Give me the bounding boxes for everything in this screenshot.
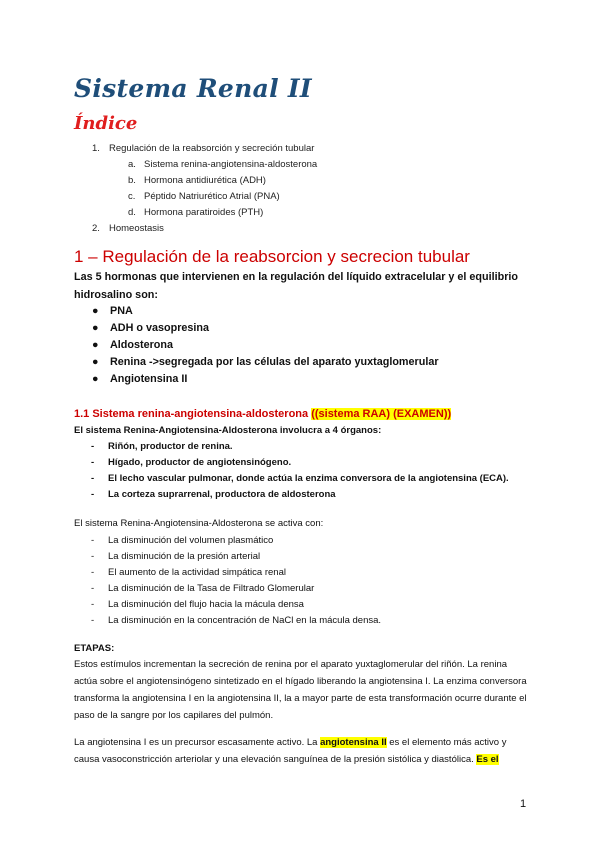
- list-item: - La disminución del volumen plasmático: [91, 535, 274, 546]
- list-item: - La disminución en la concentración de NaCl en la mácula densa.: [91, 615, 382, 626]
- organs-intro: El sistema Renina-Angiotensina-Aldosterona involucra a 4 órganos:: [74, 425, 382, 436]
- list-item: ● Aldosterona: [92, 339, 173, 351]
- etapas-paragraph: Estos estímulos incrementan la secreción de renina por el aparato yuxtaglomerular del riñón. La renina actúa sobre el angiotensinógeno sintetizado en el hígado liberando la angiotensina I. La enzima conversora transforma la angiotensina I en la angiotensina II, la a mayor parte de esta transformación ocurre durante el paso de la sangre por los capilares del pulmón.: [74, 659, 527, 721]
- section-1-heading: 1 – Regulación de la reabsorcion y secrecion tubular: [74, 247, 470, 266]
- toc-item: 2. Homeostasis: [92, 223, 164, 234]
- highlight-angiotensina-ii: angiotensina II: [320, 737, 387, 748]
- list-item: ● ADH o vasopresina: [92, 322, 210, 334]
- list-item: - La disminución de la presión arterial: [91, 551, 261, 562]
- toc-item: b. Hormona antidiurética (ADH): [128, 175, 266, 186]
- highlight-es-el: Es el: [476, 754, 499, 765]
- toc-item: d. Hormona paratiroides (PTH): [128, 207, 264, 218]
- etapas-label: ETAPAS:: [74, 643, 115, 654]
- section-1-intro: Las 5 hormonas que intervienen en la regulación del líquido extracelular y el equilibrio hidrosalino son:: [74, 271, 518, 301]
- list-item: - El lecho vascular pulmonar, donde actúa la enzima conversora de la angiotensina (ECA).: [91, 473, 509, 484]
- toc-item: 1. Regulación de la reabsorción y secreción tubular: [92, 143, 315, 154]
- angiotensin-paragraph: La angiotensina I es un precursor escasamente activo. La angiotensina II es el elemento más activo y causa vasoconstricción arteriolar y una elevación sanguínea de la presión sistólica y diastólica. Es el: [74, 737, 507, 765]
- page-number: 1: [520, 798, 527, 810]
- document-title: Sistema Renal II: [74, 74, 312, 103]
- list-item: ● Renina ->segregada por las células del aparato yuxtaglomerular: [92, 356, 439, 368]
- list-item: - La disminución del flujo hacia la mácula densa: [91, 599, 304, 610]
- section-1-1-heading: 1.1 Sistema renina-angiotensina-aldosterona ((sistema RAA) (EXAMEN)): [74, 408, 452, 420]
- list-item: - El aumento de la actividad simpática renal: [91, 567, 286, 578]
- list-item: - La corteza suprarrenal, productora de aldosterona: [91, 489, 336, 500]
- toc-item: c. Péptido Natriurético Atrial (PNA): [128, 191, 280, 202]
- activation-intro: El sistema Renina-Angiotensina-Aldosterona se activa con:: [74, 518, 324, 529]
- list-item: - Riñón, productor de renina.: [91, 441, 233, 452]
- exam-highlight: ((sistema RAA) (EXAMEN)): [311, 408, 452, 420]
- list-item: ● Angiotensina II: [92, 373, 188, 385]
- list-item: ● PNA: [92, 305, 133, 317]
- index-heading: Índice: [74, 113, 138, 134]
- list-item: - Hígado, productor de angiotensinógeno.: [91, 457, 292, 468]
- list-item: - La disminución de la Tasa de Filtrado Glomerular: [91, 583, 315, 594]
- toc-item: a. Sistema renina-angiotensina-aldosterona: [128, 159, 318, 170]
